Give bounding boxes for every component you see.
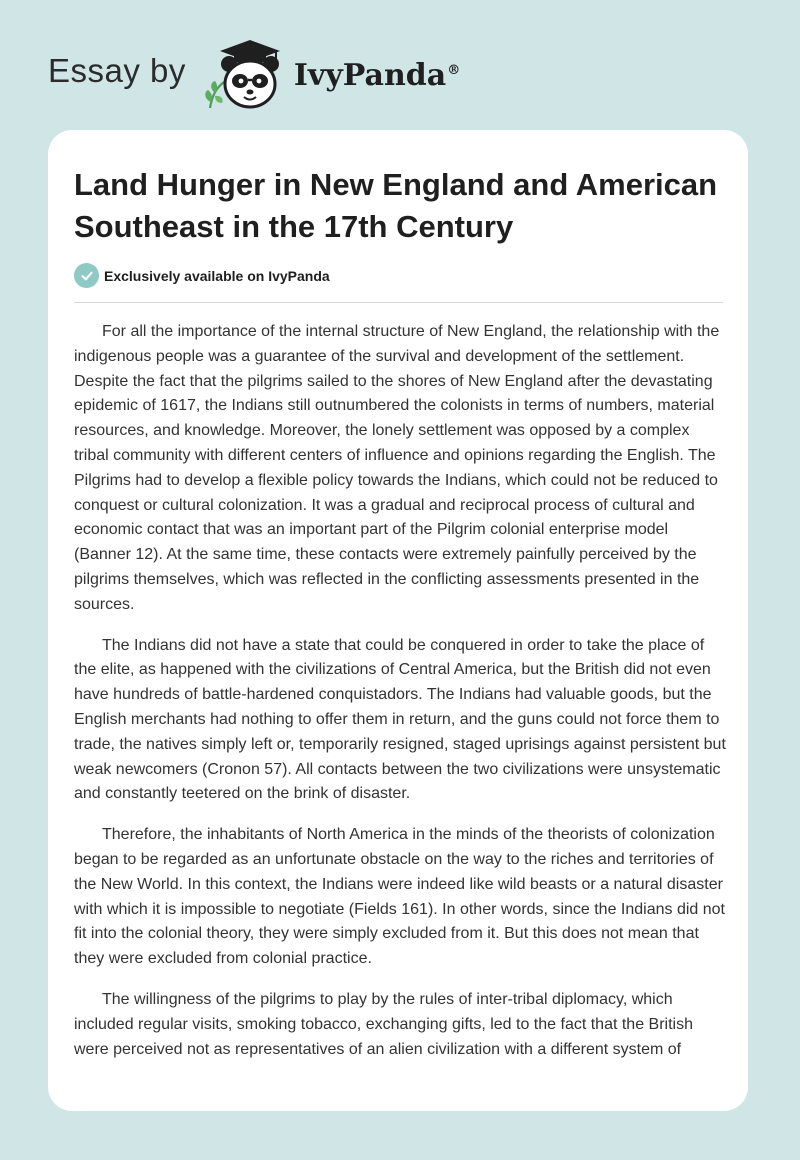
registered-mark: ® [447, 62, 461, 78]
paragraph: The Indians did not have a state that could be conquered in order to take the place of the elite, as happened with the civilizations of Central America, but the British did not even have hundreds of battle-hardened conquistadors. The Indians had valuable goods, but the English merchants had nothing to offer them in return, and the guns could not force them to trade, the natives simply left or, temporarily resigned, staged uprisings against persistent but weak newcomers (Cronon 57). All contacts between the two civilizations were unsystematic and constantly teetered on the brink of disaster. [74, 636, 726, 803]
brand-prefix: Essay by [48, 52, 186, 89]
paragraph: Therefore, the inhabitants of North America in the minds of the theorists of colonization began to be regarded as an unfortunate obstacle on the way to the riches and territories of the New World. In this context, the Indians were indeed like wild beasts or a natural disaster with which it is impossible to negotiate (Fields 161). In other words, since the Indians did not fit into the colonial theory, they were simply excluded from it. But this does not mean that they were excluded from colonial practice. [74, 826, 725, 968]
divider [74, 302, 723, 303]
checkmark-icon [74, 263, 99, 288]
brand-name-text: IvyPanda [293, 57, 447, 93]
essay-body [74, 320, 726, 1078]
panda-logo-icon[interactable] [202, 36, 286, 112]
site-header [48, 36, 460, 112]
essay-card [48, 130, 748, 1111]
paragraph: The willingness of the pilgrims to play by the rules of inter-tribal diplomacy, which included regular visits, smoking tobacco, exchanging gifts, led to the fact that the British were perceived not as representatives of an alien civilization with a different system of [74, 990, 693, 1058]
brand-name[interactable] [294, 58, 460, 93]
essay-title: Land Hunger in New England and American Southeast in the 17th Century [74, 167, 718, 244]
paragraph: For all the importance of the internal structure of New England, the relationship with the indigenous people was a guarantee of the survival and development of the settlement. Despite the fact that the pilgrims sailed to the shores of New England after the devastating epidemic of 1617, the Indians still outnumbered the colonists in terms of numbers, material resources, and knowledge. Moreover, the lonely settlement was opposed by a complex tribal community with different centers of influence and opinions regarding the English. The Pilgrims had to develop a flexible policy towards the Indians, which could not be reduced to conquest or cultural colonization. It was a gradual and reciprocal process of cultural and economic contact that was an important part of the Pilgrim colonial enterprise model (Banner 12). At the same time, these contacts were extremely painfully perceived by the pilgrims themselves, which was reflected in the conflicting assessments presented in the sources. [74, 323, 720, 613]
exclusive-label: Exclusively available on IvyPanda [104, 267, 330, 284]
exclusive-badge [74, 263, 330, 288]
